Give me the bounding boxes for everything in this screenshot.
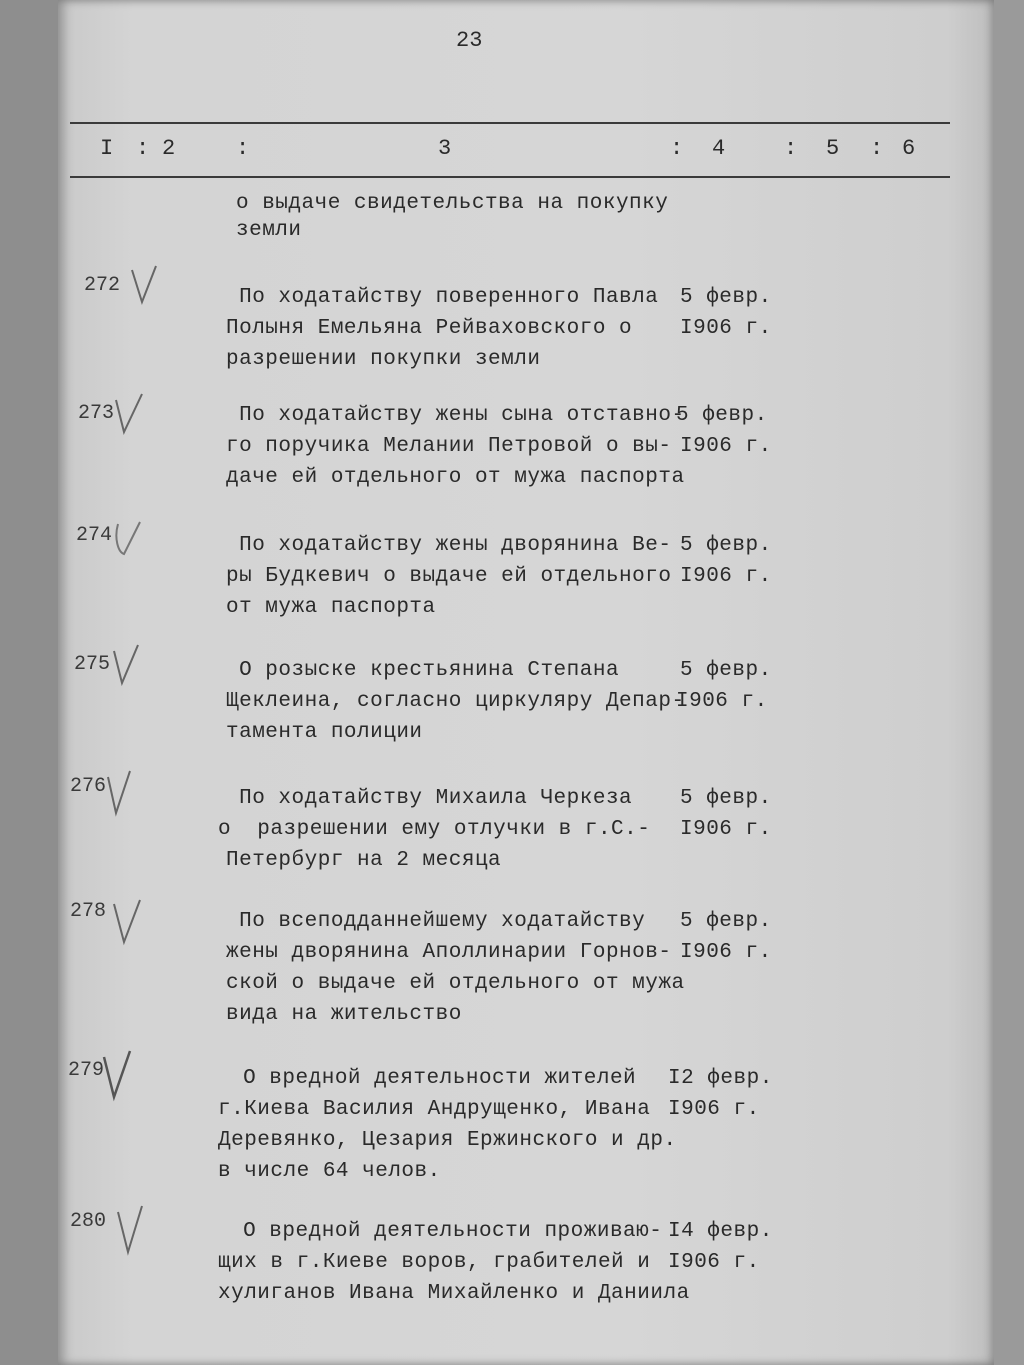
entry-text-line: разрешении покупки земли — [226, 348, 541, 371]
checkmark-icon — [100, 1049, 136, 1103]
entry-text-line: вида на жительство — [226, 1003, 462, 1026]
entry-date-year: I906 г. — [680, 317, 772, 340]
entry-number: 279 — [68, 1059, 105, 1082]
entry-text-line: Петербург на 2 месяца — [226, 849, 502, 872]
right-page-edge — [994, 0, 1024, 1365]
entry-number: 278 — [70, 900, 107, 923]
entry-text-line: По ходатайству жены сына отставно- — [226, 404, 685, 427]
entry-date-day: 5 февр. — [676, 404, 768, 427]
entry-number: 276 — [70, 775, 107, 798]
entry-text-line: г.Киева Василия Андрущенко, Ивана — [218, 1098, 651, 1121]
column-separator: : — [870, 136, 884, 161]
checkmark-icon — [110, 518, 146, 562]
entry-number: 273 — [78, 402, 115, 425]
entry-text-line: По ходатайству жены дворянина Ве- — [226, 534, 672, 557]
entry-date-year: I906 г. — [676, 690, 768, 713]
column-separator: : — [236, 136, 250, 161]
entry-text-line: го поручика Мелании Петровой о вы- — [226, 435, 672, 458]
entry-text-line: в числе 64 челов. — [218, 1160, 441, 1183]
entry-number: 272 — [84, 274, 121, 297]
entry-date-year: I906 г. — [680, 435, 772, 458]
entry-text-line: ры Будкевич о выдаче ей отдельного — [226, 565, 672, 588]
entry-text-line: Полыня Емельяна Рейваховского о — [226, 317, 633, 340]
column-header-3: 3 — [438, 136, 452, 161]
entry-date-day: 5 февр. — [680, 910, 772, 933]
entry-text-line: По всеподданнейшему ходатайству — [226, 910, 646, 933]
entry-text-line: от мужа паспорта — [226, 596, 436, 619]
checkmark-icon — [104, 769, 140, 819]
entry-text-line: О розыске крестьянина Степана — [226, 659, 620, 682]
entry-text-line: о разрешении ему отлучки в г.С.- — [218, 818, 651, 841]
column-header-1: I — [100, 136, 114, 161]
column-header-2: 2 — [162, 136, 176, 161]
continuation-line: земли — [236, 219, 302, 242]
entry-text-line: По ходатайству поверенного Павла — [226, 286, 659, 309]
entry-date-day: 5 февр. — [680, 534, 772, 557]
checkmark-icon — [110, 643, 146, 687]
column-separator: : — [136, 136, 150, 161]
entry-text-line: жены дворянина Аполлинарии Горнов- — [226, 941, 672, 964]
left-page-edge — [0, 0, 58, 1365]
checkmark-icon — [112, 392, 148, 436]
header-bottom-rule — [70, 176, 950, 178]
entry-number: 280 — [70, 1210, 107, 1233]
column-header-4: 4 — [712, 136, 726, 161]
column-separator: : — [670, 136, 684, 161]
entry-date-year: I906 г. — [680, 941, 772, 964]
entry-date-day: 5 февр. — [680, 286, 772, 309]
column-header-6: 6 — [902, 136, 916, 161]
entry-text-line: ской о выдаче ей отдельного от мужа — [226, 972, 685, 995]
entry-text-line: По ходатайству Михаила Черкеза — [226, 787, 633, 810]
entry-text-line: щих в г.Киеве воров, грабителей и — [218, 1251, 651, 1274]
entry-date-day: 5 февр. — [680, 659, 772, 682]
entry-text-line: тамента полиции — [226, 721, 423, 744]
entry-date-year: I906 г. — [680, 565, 772, 588]
entry-text-line: О вредной деятельности проживаю- — [230, 1220, 663, 1243]
entry-date-day: 5 февр. — [680, 787, 772, 810]
page-number: 23 — [456, 28, 483, 53]
entry-number: 275 — [74, 653, 111, 676]
checkmark-icon — [126, 264, 162, 308]
column-separator: : — [784, 136, 798, 161]
entry-date-day: I2 февр. — [668, 1067, 773, 1090]
column-header-5: 5 — [826, 136, 840, 161]
entry-text-line: О вредной деятельности жителей — [230, 1067, 637, 1090]
entry-text-line: даче ей отдельного от мужа паспорта — [226, 466, 685, 489]
checkmark-icon — [114, 1204, 150, 1258]
checkmark-icon — [110, 898, 146, 948]
continuation-line: о выдаче свидетельства на покупку — [236, 192, 669, 215]
entry-text-line: Щеклеина, согласно циркуляру Депар- — [226, 690, 685, 713]
entry-text-line: хулиганов Ивана Михайленко и Даниила — [218, 1282, 690, 1305]
entry-number: 274 — [76, 524, 113, 547]
entry-date-year: I906 г. — [668, 1251, 760, 1274]
entry-text-line: Деревянко, Цезария Ержинского и др. — [218, 1129, 677, 1152]
entry-date-year: I906 г. — [680, 818, 772, 841]
entry-date-year: I906 г. — [668, 1098, 760, 1121]
header-top-rule — [70, 122, 950, 124]
entry-date-day: I4 февр. — [668, 1220, 773, 1243]
